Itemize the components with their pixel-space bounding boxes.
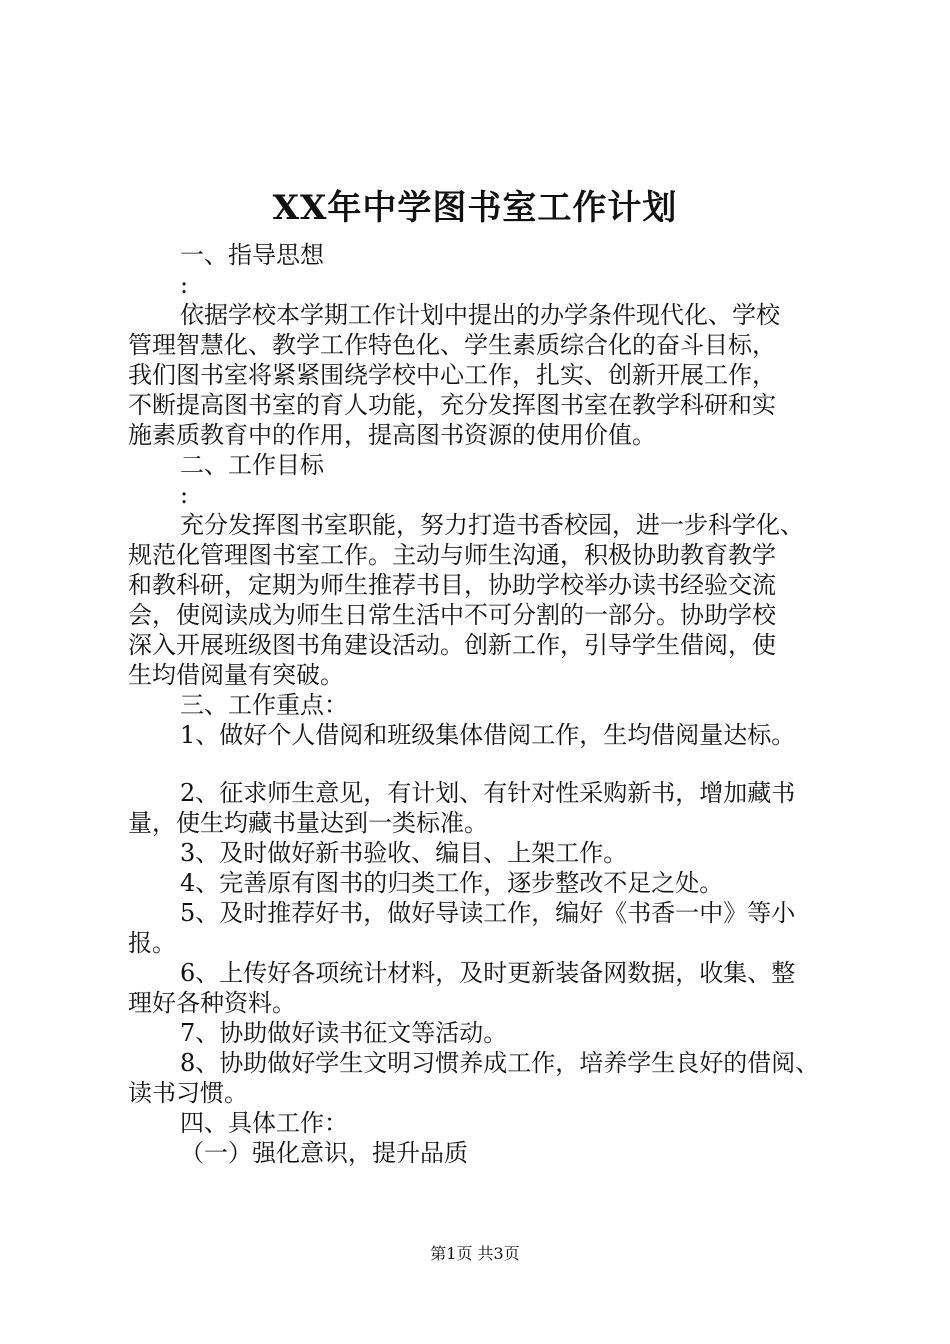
paragraph-line: 依据学校本学期工作计划中提出的办学条件现代化、学校 bbox=[180, 301, 780, 329]
section-heading-specific-work: 四、具体工作： bbox=[180, 1109, 348, 1137]
list-item-5-cont: 报。 bbox=[128, 929, 176, 957]
paragraph-line: 我们图书室将紧紧围绕学校中心工作，扎实、创新开展工作， bbox=[128, 361, 776, 389]
paragraph-line: 规范化管理图书室工作。主动与师生沟通，积极协助教育教学 bbox=[128, 541, 776, 569]
section-colon: : bbox=[180, 271, 189, 299]
paragraph-line: 充分发挥图书室职能，努力打造书香校园，进一步科学化、 bbox=[180, 511, 804, 539]
document-title: XX年中学图书室工作计划 bbox=[272, 188, 678, 228]
paragraph-line: 不断提高图书室的育人功能，充分发挥图书室在教学科研和实 bbox=[128, 391, 776, 419]
list-item-8: 8、协助做好学生文明习惯养成工作，培养学生良好的借阅、 bbox=[180, 1049, 820, 1077]
section-heading-work-goals: 二、工作目标 bbox=[180, 451, 324, 479]
list-item-7: 7、协助做好读书征文等活动。 bbox=[180, 1019, 508, 1047]
section-colon: : bbox=[180, 481, 189, 509]
paragraph-line: 会，使阅读成为师生日常生活中不可分割的一部分。协助学校 bbox=[128, 601, 776, 629]
section-heading-work-focus: 三、工作重点： bbox=[180, 691, 348, 719]
paragraph-line: 管理智慧化、教学工作特色化、学生素质综合化的奋斗目标， bbox=[128, 331, 776, 359]
subsection-heading: （一）强化意识，提升品质 bbox=[180, 1139, 468, 1167]
list-item-6-cont: 理好各种资料。 bbox=[128, 989, 296, 1017]
list-item-4: 4、完善原有图书的归类工作，逐步整改不足之处。 bbox=[180, 869, 724, 897]
list-item-2-cont: 量，使生均藏书量达到一类标准。 bbox=[128, 809, 488, 837]
list-item-1: 1、做好个人借阅和班级集体借阅工作，生均借阅量达标。 bbox=[180, 721, 796, 749]
section-heading-guiding-ideology: 一、指导思想 bbox=[180, 241, 324, 269]
list-item-5: 5、及时推荐好书，做好导读工作，编好《书香一中》等小 bbox=[180, 899, 796, 927]
paragraph-line: 生均借阅量有突破。 bbox=[128, 661, 344, 689]
paragraph-line: 深入开展班级图书角建设活动。创新工作，引导学生借阅，使 bbox=[128, 631, 776, 659]
paragraph-line: 施素质教育中的作用，提高图书资源的使用价值。 bbox=[128, 421, 656, 449]
list-item-8-cont: 读书习惯。 bbox=[128, 1079, 248, 1107]
list-item-3: 3、及时做好新书验收、编目、上架工作。 bbox=[180, 839, 628, 867]
document-body bbox=[128, 240, 828, 1168]
list-item-2: 2、征求师生意见，有计划、有针对性采购新书，增加藏书 bbox=[180, 779, 796, 807]
page-number-footer: 第1页 共3页 bbox=[430, 1244, 520, 1263]
list-item-6: 6、上传好各项统计材料，及时更新装备网数据，收集、整 bbox=[180, 959, 796, 987]
paragraph-line: 和教科研，定期为师生推荐书目，协助学校举办读书经验交流 bbox=[128, 571, 776, 599]
blank-line bbox=[128, 750, 828, 778]
